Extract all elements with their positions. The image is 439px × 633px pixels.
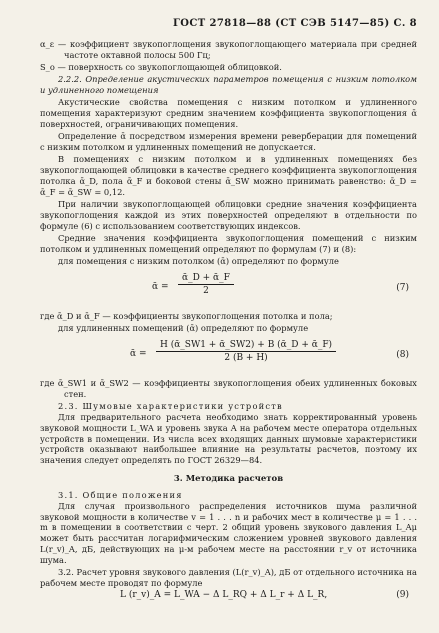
equation-text: L (r_v)_A = L_WA − Δ L_RQ + Δ L_r + Δ L_R, bbox=[120, 590, 328, 601]
fraction bbox=[178, 273, 234, 296]
definition-surface: S_o — поверхность со звукопоглощающей облицовкой. bbox=[40, 62, 282, 73]
equation-7 bbox=[40, 269, 417, 309]
denominator: 2 (B + H) bbox=[224, 353, 268, 364]
paragraph: Акустические свойства помещения с низким потолком и удлиненного помещения характеризуют средним значением коэффициента звукопоглощения ᾱ поверхностей, ограничивающих помещения. bbox=[40, 97, 417, 130]
page-header: ГОСТ 27818—88 (СТ СЭВ 5147—85) С. 8 bbox=[173, 18, 417, 29]
equation-lhs: ᾱ = bbox=[152, 281, 169, 292]
numerator: ᾱ_D + ᾱ_F bbox=[178, 273, 234, 285]
equation-lhs: ᾱ = bbox=[130, 349, 147, 360]
paragraph: Для случая произвольного распределения источников шума различной звуковой мощности в количестве v = 1 . . . n и рабочих мест в количестве μ = 1 . . . m в помещении в соответствии с черт. 2 общий уровень звукового давления L_Aμ может быть рассчитан логарифмическим сложением уровней звукового давления L(r_v)_A, дБ, действующих на μ-м рабочем месте на расстоянии r_v от источника шума. bbox=[40, 500, 417, 565]
section-2-3-heading: 2.3. Шумовые характеристики устройств bbox=[58, 401, 283, 412]
paragraph: Средние значения коэффициента звукопоглощения помещений с низким потолком и удлиненных помещений определяют по формулам (7) и (8): bbox=[40, 233, 417, 254]
paragraph: При наличии звукопоглощающей облицовки средние значения коэффициента звукопоглощения каждой из этих поверхностей определяют в отдельности по формуле (6) с использованием соответствующих индексов. bbox=[40, 199, 417, 231]
paragraph: для удлиненных помещений (ᾱ) определяют по формуле bbox=[58, 323, 309, 334]
section-3-1-heading: 3.1. Общие положения bbox=[58, 489, 183, 500]
paragraph: Определение ᾱ посредством измерения времени реверберации для помещений с низким потолком и удлиненных помещений не допускается. bbox=[40, 131, 417, 153]
paragraph: где ᾱ_SW1 и ᾱ_SW2 — коэффициенты звукопоглощения обеих удлиненных боковых стен. bbox=[40, 378, 417, 399]
equation-9 bbox=[40, 590, 417, 604]
numerator: H (ᾱ_SW1 + ᾱ_SW2) + B (ᾱ_D + ᾱ_F) bbox=[156, 340, 336, 352]
section-3-title: 3. Методика расчетов bbox=[173, 473, 284, 484]
equation-8 bbox=[40, 336, 417, 376]
paragraph: Для предварительного расчета необходимо знать корректированный уровень звуковой мощности L_WA и уровень звука A на рабочем месте оператора отдельных устройств в помещении. Из числа всех входящих данных шумовые характеристики устройств оказывают наибольшее влияние на результаты расчетов, поэтому их значения следует определять по ГОСТ 26329—84. bbox=[40, 411, 417, 466]
equation-number: (9) bbox=[396, 590, 409, 601]
paragraph: где ᾱ_D и ᾱ_F — коэффициенты звукопоглощения потолка и пола; bbox=[40, 310, 333, 321]
paragraph: 3.2. Расчет уровня звукового давления (L(r_v)_A), дБ от отдельного источника на рабочем месте проводят по формуле bbox=[40, 566, 417, 588]
denominator: 2 bbox=[203, 285, 209, 296]
equation-number: (7) bbox=[396, 282, 409, 293]
fraction bbox=[156, 340, 336, 363]
paragraph: для помещения с низким потолком (ᾱ) определяют по формуле bbox=[58, 256, 339, 267]
paragraph: В помещениях с низким потолком и в удлиненных помещениях без звукопоглощающей облицовки в качестве среднего коэффициента звукопоглощения потолка ᾱ_D, пола ᾱ_F и боковой стены ᾱ_SW можно принимать равенство: ᾱ_D = ᾱ_F = ᾱ_SW = 0,12. bbox=[40, 154, 417, 197]
definition-alpha: α_ε — коэффициент звукопоглощения звукопоглощающего материала при средней частоте октавной полосы 500 Гц; bbox=[40, 39, 417, 60]
section-2-2-2-heading: 2.2.2. Определение акустических параметров помещения с низким потолком и удлиненного помещения bbox=[40, 74, 417, 96]
equation-number: (8) bbox=[396, 350, 409, 361]
